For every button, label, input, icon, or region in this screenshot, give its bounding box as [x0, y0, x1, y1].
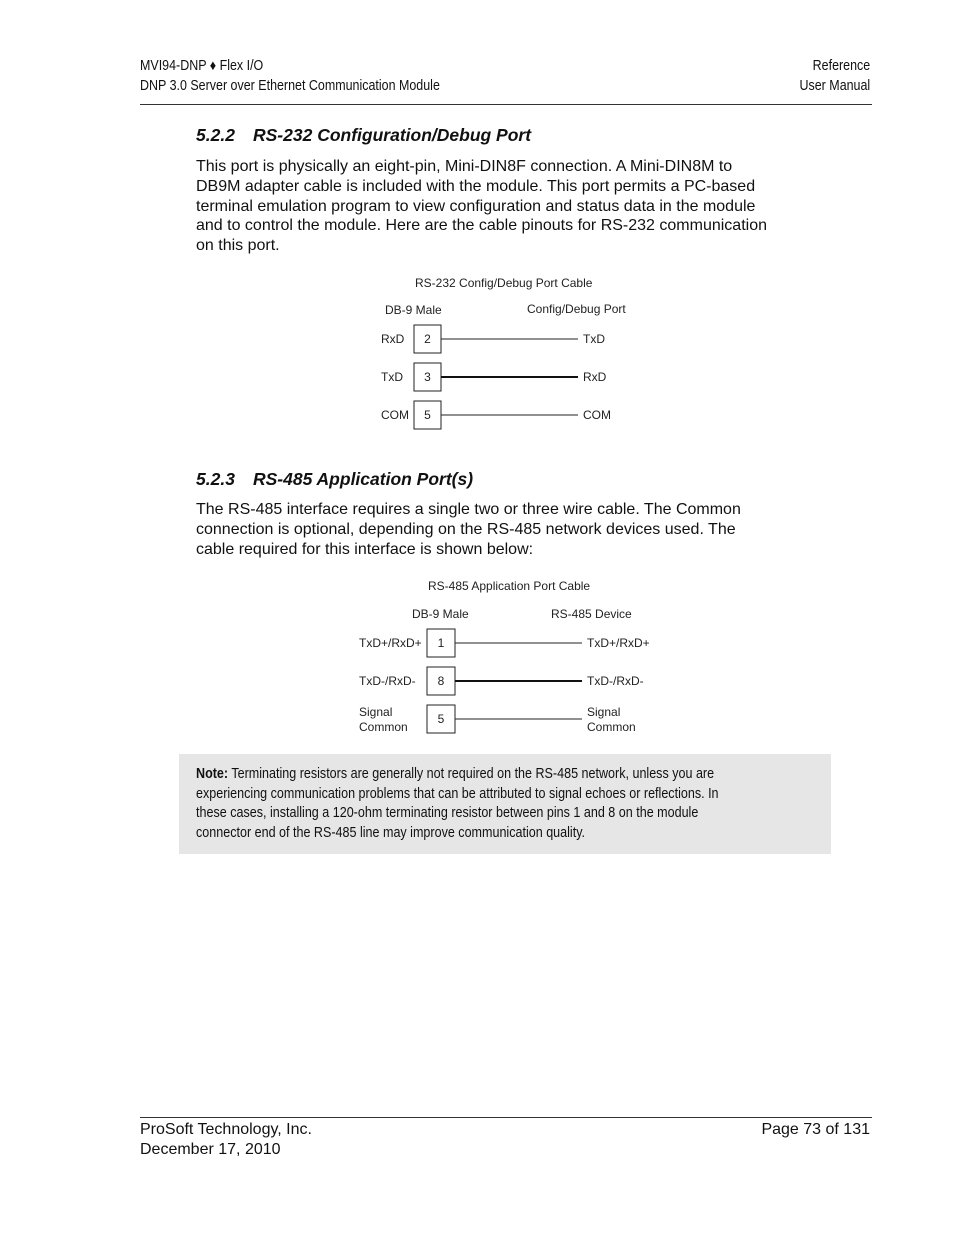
- section-title: RS-232 Configuration/Debug Port: [253, 125, 532, 145]
- header-manual: User Manual: [799, 77, 870, 94]
- pin-number: 5: [424, 408, 431, 422]
- right-signal-label: RxD: [583, 370, 607, 384]
- right-signal-label: COM: [583, 408, 611, 422]
- right-signal-label: TxD-/RxD-: [587, 674, 644, 688]
- footer-right: [761, 1120, 870, 1140]
- note-text: [196, 765, 815, 843]
- body-line: cable required for this interface is shown below:: [196, 540, 534, 558]
- pin-number: 2: [424, 332, 431, 346]
- footer-date: December 17, 2010: [140, 1140, 281, 1158]
- diagram-right-header: Config/Debug Port: [527, 302, 626, 316]
- section-number: 5.2.3: [196, 469, 235, 489]
- note-line: connector end of the RS-485 line may improve communication quality.: [196, 824, 586, 841]
- section-number: 5.2.2: [196, 125, 235, 145]
- pin-number: 5: [437, 712, 445, 726]
- body-line: The RS-485 interface requires a single two or three wire cable. The Common: [196, 501, 741, 518]
- header-section: Reference: [812, 58, 870, 74]
- note-line: experiencing communication problems that can be attributed to signal echoes or reflections. In: [196, 785, 719, 802]
- diagram-right-header: RS-485 Device: [551, 607, 632, 621]
- section-title: RS-485 Application Port(s): [253, 469, 474, 489]
- header-module: DNP 3.0 Server over Ethernet Communication Module: [140, 77, 440, 94]
- left-signal-label: RxD: [381, 332, 405, 346]
- right-signal-label: TxD+/RxD+: [587, 636, 650, 650]
- pin-number: 8: [437, 674, 445, 688]
- diagram-left-header: DB-9 Male: [412, 607, 469, 621]
- diagram-left-header: DB-9 Male: [385, 303, 442, 317]
- pin-number: 1: [437, 636, 445, 650]
- header-product: MVI94-DNP ♦ Flex I/O: [140, 58, 264, 74]
- footer-left: [140, 1120, 312, 1159]
- left-signal-label: TxD+/RxD+: [359, 636, 422, 650]
- left-signal-label-line2: Common: [359, 720, 408, 734]
- right-signal-label: Signal: [587, 705, 621, 719]
- note-label: Note:: [196, 766, 229, 782]
- footer-divider: [140, 1117, 872, 1118]
- body-line: terminal emulation program to view configuration and status data in the module: [196, 197, 756, 215]
- section-rs485-body: [196, 500, 836, 559]
- left-signal-label: TxD: [381, 370, 403, 384]
- note-line: these cases, installing a 120-ohm terminating resistor between pins 1 and 8 on the module: [196, 805, 699, 822]
- pin-number: 3: [424, 370, 431, 384]
- body-line: DB9M adapter cable is included with the module. This port permits a PC-based: [196, 177, 756, 195]
- body-line: connection is optional, depending on the RS-485 network devices used. The: [196, 520, 736, 538]
- body-line: This port is physically an eight-pin, Mini-DIN8F connection. A Mini-DIN8M to: [196, 158, 733, 175]
- section-heading-rs485: [196, 469, 473, 490]
- note-line: Terminating resistors are generally not required on the RS-485 network, unless you are: [228, 766, 715, 782]
- diagram-title: RS-485 Application Port Cable: [428, 579, 591, 593]
- body-line: on this port.: [196, 237, 280, 255]
- left-signal-label: TxD-/RxD-: [359, 674, 416, 688]
- diagram-title: RS-232 Config/Debug Port Cable: [415, 276, 593, 290]
- page-number: Page 73 of 131: [761, 1121, 870, 1138]
- left-signal-label: Signal: [359, 705, 393, 719]
- footer-company: ProSoft Technology, Inc.: [140, 1121, 312, 1138]
- right-signal-label-line2: Common: [587, 720, 636, 734]
- body-line: and to control the module. Here are the cable pinouts for RS-232 communication: [196, 217, 767, 235]
- left-signal-label: COM: [381, 408, 409, 422]
- right-signal-label: TxD: [583, 332, 605, 346]
